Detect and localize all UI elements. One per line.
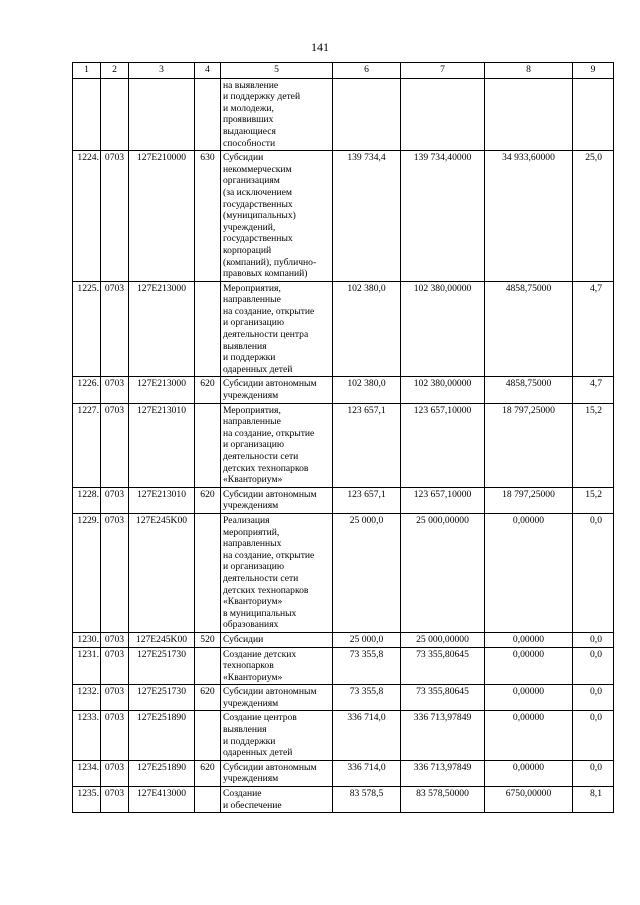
value-col-7: 83 578,50000 xyxy=(401,787,485,813)
target-article-code: 127E251890 xyxy=(129,760,195,786)
section-code: 0703 xyxy=(101,377,129,403)
value-col-8: 0,00000 xyxy=(485,760,573,786)
item-name: Субсидии некоммерческим организациям (за исключением государственных (муниципальных) учреждений, государственных корпораций (компаний), публично- правовых компаний) xyxy=(221,151,333,282)
value-col-9: 15,2 xyxy=(573,487,614,513)
value-col-8: 0,00000 xyxy=(485,632,573,647)
table-row xyxy=(73,632,614,647)
value-col-9: 0,0 xyxy=(573,632,614,647)
row-number: 1231. xyxy=(73,647,101,685)
value-col-6: 73 355,8 xyxy=(333,685,401,711)
item-name: Субсидии автономным учреждениям xyxy=(221,377,333,403)
value-col-9: 8,1 xyxy=(573,787,614,813)
row-number: 1224. xyxy=(73,151,101,282)
target-article-code: 127E213010 xyxy=(129,403,195,487)
table-row xyxy=(73,281,614,377)
value-col-6: 73 355,8 xyxy=(333,647,401,685)
expense-type-code xyxy=(195,281,221,377)
value-col-7 xyxy=(401,78,485,151)
item-name: Субсидии автономным учреждениям xyxy=(221,487,333,513)
column-header-4: 4 xyxy=(195,63,221,79)
column-header-9: 9 xyxy=(573,63,614,79)
item-name: Субсидии автономным учреждениям xyxy=(221,760,333,786)
target-article-code: 127E213000 xyxy=(129,377,195,403)
section-code: 0703 xyxy=(101,403,129,487)
column-header-6: 6 xyxy=(333,63,401,79)
value-col-6: 102 380,0 xyxy=(333,281,401,377)
item-name: Создание и обеспечение xyxy=(221,787,333,813)
value-col-7: 123 657,10000 xyxy=(401,403,485,487)
target-article-code: 127E413000 xyxy=(129,787,195,813)
item-name: на выявление и поддержку детей и молодежи, проявивших выдающиеся способности xyxy=(221,78,333,151)
row-number: 1228. xyxy=(73,487,101,513)
row-number: 1234. xyxy=(73,760,101,786)
value-col-7: 25 000,00000 xyxy=(401,513,485,632)
target-article-code: 127E213000 xyxy=(129,281,195,377)
value-col-6: 123 657,1 xyxy=(333,403,401,487)
expense-type-code xyxy=(195,711,221,760)
expense-type-code xyxy=(195,513,221,632)
value-col-6: 25 000,0 xyxy=(333,513,401,632)
value-col-7: 102 380,00000 xyxy=(401,281,485,377)
target-article-code: 127E251890 xyxy=(129,711,195,760)
expense-type-code xyxy=(195,78,221,151)
section-code: 0703 xyxy=(101,281,129,377)
item-name: Создание центров выявления и поддержки одаренных детей xyxy=(221,711,333,760)
value-col-7: 336 713,97849 xyxy=(401,760,485,786)
value-col-7: 102 380,00000 xyxy=(401,377,485,403)
item-name: Мероприятия, направленные на создание, открытие и организацию деятельности сети детских технопарков «Кванториум» xyxy=(221,403,333,487)
expense-type-code: 630 xyxy=(195,151,221,282)
value-col-6: 102 380,0 xyxy=(333,377,401,403)
column-header-7: 7 xyxy=(401,63,485,79)
value-col-7: 25 000,00000 xyxy=(401,632,485,647)
column-header-8: 8 xyxy=(485,63,573,79)
row-number xyxy=(73,78,101,151)
value-col-9: 0,0 xyxy=(573,513,614,632)
table-row xyxy=(73,377,614,403)
value-col-8: 4858,75000 xyxy=(485,281,573,377)
value-col-8: 0,00000 xyxy=(485,513,573,632)
row-number: 1226. xyxy=(73,377,101,403)
table-body xyxy=(73,63,614,813)
table-row xyxy=(73,513,614,632)
budget-table xyxy=(72,62,614,813)
row-number: 1225. xyxy=(73,281,101,377)
value-col-7: 73 355,80645 xyxy=(401,647,485,685)
section-code: 0703 xyxy=(101,151,129,282)
value-col-6: 83 578,5 xyxy=(333,787,401,813)
target-article-code: 127E245K00 xyxy=(129,513,195,632)
section-code: 0703 xyxy=(101,513,129,632)
value-col-7: 336 713,97849 xyxy=(401,711,485,760)
section-code: 0703 xyxy=(101,632,129,647)
page-number: 141 xyxy=(311,40,329,54)
item-name: Реализация мероприятий, направленных на создание, открытие и организацию деятельности сети детских технопарков «Кванториум» в муниципальных образованиях xyxy=(221,513,333,632)
target-article-code: 127E251730 xyxy=(129,647,195,685)
column-header-3: 3 xyxy=(129,63,195,79)
value-col-9: 0,0 xyxy=(573,647,614,685)
item-name: Субсидии xyxy=(221,632,333,647)
table-row xyxy=(73,685,614,711)
expense-type-code xyxy=(195,647,221,685)
expense-type-code: 620 xyxy=(195,487,221,513)
table-row xyxy=(73,487,614,513)
value-col-9: 0,0 xyxy=(573,711,614,760)
value-col-6 xyxy=(333,78,401,151)
value-col-6: 336 714,0 xyxy=(333,760,401,786)
value-col-8: 34 933,60000 xyxy=(485,151,573,282)
section-code: 0703 xyxy=(101,647,129,685)
value-col-8: 0,00000 xyxy=(485,685,573,711)
column-header-2: 2 xyxy=(101,63,129,79)
value-col-8: 18 797,25000 xyxy=(485,487,573,513)
column-header-5: 5 xyxy=(221,63,333,79)
value-col-9: 15,2 xyxy=(573,403,614,487)
table-row xyxy=(73,787,614,813)
value-col-9: 0,0 xyxy=(573,760,614,786)
expense-type-code xyxy=(195,403,221,487)
value-col-7: 73 355,80645 xyxy=(401,685,485,711)
value-col-9 xyxy=(573,78,614,151)
expense-type-code: 620 xyxy=(195,760,221,786)
section-code xyxy=(101,78,129,151)
section-code: 0703 xyxy=(101,487,129,513)
item-name: Субсидии автономным учреждениям xyxy=(221,685,333,711)
table-row xyxy=(73,403,614,487)
row-number: 1229. xyxy=(73,513,101,632)
section-code: 0703 xyxy=(101,760,129,786)
row-number: 1235. xyxy=(73,787,101,813)
section-code: 0703 xyxy=(101,711,129,760)
target-article-code: 127E210000 xyxy=(129,151,195,282)
value-col-6: 123 657,1 xyxy=(333,487,401,513)
target-article-code: 127E245K00 xyxy=(129,632,195,647)
row-number: 1230. xyxy=(73,632,101,647)
table-row xyxy=(73,711,614,760)
table-header-row xyxy=(73,63,614,79)
section-code: 0703 xyxy=(101,685,129,711)
value-col-9: 4,7 xyxy=(573,377,614,403)
target-article-code xyxy=(129,78,195,151)
table-row xyxy=(73,647,614,685)
table-row xyxy=(73,760,614,786)
value-col-6: 25 000,0 xyxy=(333,632,401,647)
value-col-7: 139 734,40000 xyxy=(401,151,485,282)
column-header-1: 1 xyxy=(73,63,101,79)
table-row xyxy=(73,151,614,282)
value-col-9: 4,7 xyxy=(573,281,614,377)
table-row xyxy=(73,78,614,151)
value-col-8 xyxy=(485,78,573,151)
row-number: 1227. xyxy=(73,403,101,487)
item-name: Мероприятия, направленные на создание, открытие и организацию деятельности центра выявления и поддержки одаренных детей xyxy=(221,281,333,377)
value-col-8: 4858,75000 xyxy=(485,377,573,403)
value-col-8: 6750,00000 xyxy=(485,787,573,813)
target-article-code: 127E213010 xyxy=(129,487,195,513)
expense-type-code xyxy=(195,787,221,813)
value-col-8: 18 797,25000 xyxy=(485,403,573,487)
target-article-code: 127E251730 xyxy=(129,685,195,711)
expense-type-code: 620 xyxy=(195,377,221,403)
row-number: 1233. xyxy=(73,711,101,760)
value-col-8: 0,00000 xyxy=(485,647,573,685)
value-col-9: 0,0 xyxy=(573,685,614,711)
value-col-7: 123 657,10000 xyxy=(401,487,485,513)
expense-type-code: 520 xyxy=(195,632,221,647)
value-col-9: 25,0 xyxy=(573,151,614,282)
value-col-8: 0,00000 xyxy=(485,711,573,760)
item-name: Создание детских технопарков «Кванториум» xyxy=(221,647,333,685)
expense-type-code: 620 xyxy=(195,685,221,711)
value-col-6: 139 734,4 xyxy=(333,151,401,282)
row-number: 1232. xyxy=(73,685,101,711)
value-col-6: 336 714,0 xyxy=(333,711,401,760)
section-code: 0703 xyxy=(101,787,129,813)
